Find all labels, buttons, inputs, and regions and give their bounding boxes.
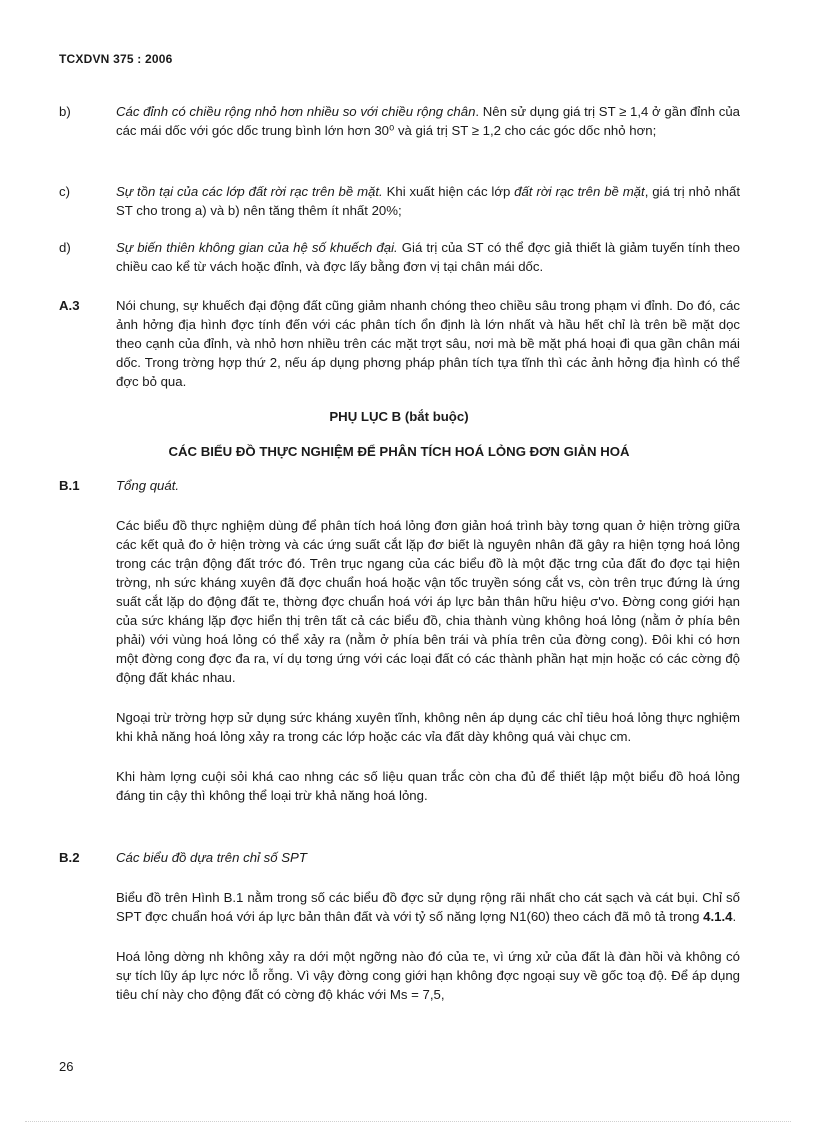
- item-d-heading: Sự biến thiên không gian của hệ số khuếch đại.: [116, 240, 398, 255]
- item-c-text: Khi xuất hiện các lớp: [382, 184, 515, 199]
- section-b2-paragraph-2: Hoá lỏng dờng nh không xảy ra dới một ngỡng nào đó của τe, vì ứng xử của đất là đàn hồi và không có sự tích lũy áp lực nớc lỗ rỗng. Vì vậy đờng cong giới hạn không đợc ngoại suy về gốc toạ độ. Để áp dụng tiêu chí này cho động đất có cờng độ khác với Ms = 7,5,: [116, 949, 740, 1002]
- item-b-label: b): [59, 104, 71, 119]
- section-a3-label: A.3: [59, 298, 80, 313]
- section-b1-paragraph-1: Các biểu đồ thực nghiệm dùng để phân tích hoá lỏng đơn giản hoá trình bày tơng quan ở hiện trờng giữa các kết quả đo ở hiện trờng và các ứng suất cắt lặp đơ biết là nguyên nhân đã gây ra hiện tợng hoá lỏng trong các trận động đất trớc đó. Trên trục ngang của các biểu đồ là một đặc trng của đất đo đợc tại hiện trờng, nh sức kháng xuyên đã đợc chuẩn hoá hoặc vận tốc truyền sóng cắt vs, còn trên trục đứng là ứng suất cắt lặp do động đất τe, thờng đợc chuẩn hoá với áp lực bản thân hữu hiệu σ'vo. Đờng cong giới hạn của sức kháng lặp đợc hiển thị trên tất cả các biểu đồ, chia thành vùng không hoá lỏng (nằm ở phía bên phải) với vùng hoá lỏng có thể xảy ra (nằm ở phía bên trái và phía trên của đờng cong). Đôi khi có hơn một đờng cong đợc đa ra, ví dụ tơng ứng với các loại đất có các thành phần hạt mịn hoặc có các cờng độ động đất khác nhau.: [116, 518, 740, 685]
- appendix-title: PHỤ LỤC B (bắt buộc): [329, 409, 469, 424]
- item-d-label: d): [59, 240, 71, 255]
- item-c-heading: Sự tồn tại của các lớp đất rời rạc trên bề mặt.: [116, 184, 383, 199]
- section-b2-heading: Các biểu đồ dựa trên chỉ số SPT: [116, 850, 307, 865]
- section-b1-paragraph-3: Khi hàm lợng cuội sỏi khá cao nhng các số liệu quan trắc còn cha đủ để thiết lập một biểu đồ hoá lỏng đáng tin cậy thì không thể loại trừ khả năng hoá lỏng.: [116, 769, 740, 803]
- item-c-text-2: , giá trị nhỏ nhất ST cho trong a) và b) nên tăng thêm ít nhất 20%;: [116, 184, 740, 218]
- item-c: [59, 182, 739, 220]
- section-b2: [59, 848, 739, 1004]
- item-b-text: . Nên sử dụng giá trị ST ≥ 1,4 ở gần đỉnh của các mái dốc với góc dốc trung bình lớn hơn 30⁰ và giá trị ST ≥ 1,2 cho các góc dốc nhỏ hơn;: [116, 104, 740, 138]
- section-b1-paragraph-2: Ngoại trừ trờng hợp sử dụng sức kháng xuyên tĩnh, không nên áp dụng các chỉ tiêu hoá lỏng thực nghiệm khi khả năng hoá lỏng xảy ra trong các lớp hoặc các vỉa đất dày không quá vài chục cm.: [116, 710, 740, 744]
- clause-reference: 4.1.4: [703, 909, 733, 924]
- appendix-subtitle: CÁC BIỂU ĐỒ THỰC NGHIỆM ĐỂ PHÂN TÍCH HOÁ LỎNG ĐƠN GIẢN HOÁ: [168, 444, 630, 459]
- page-number: 26: [59, 1059, 74, 1074]
- item-d-text: Giá trị của ST có thể đợc giả thiết là giảm tuyến tính theo chiều cao kể từ vách hoặc đỉnh, và đợc lấy bằng đơn vị tại chân mái dốc.: [116, 240, 740, 274]
- page-bottom-divider: [25, 1121, 791, 1122]
- section-b1-heading: Tổng quát.: [116, 478, 180, 493]
- item-b-heading: Các đỉnh có chiều rộng nhỏ hơn nhiều so với chiều rộng chân: [116, 104, 476, 119]
- section-a3-paragraph: Nói chung, sự khuếch đại động đất cũng giảm nhanh chóng theo chiều sâu trong phạm vi đỉnh. Do đó, các ảnh hởng địa hình đợc tính đến với các phân tích ổn định là lớn nhất và hầu hết chỉ là trên bề mặt dọc theo cạnh của đỉnh, và nhỏ hơn nhiều trên các mặt trợt sâu, nơi mà bề mặt phá hoại đi qua gần chân mái dốc. Trong trờng hợp thứ 2, nếu áp dụng phơng pháp phân tích tựa tĩnh thì các ảnh hởng địa hình có thể đợc bỏ qua.: [116, 298, 740, 389]
- document-code-header: TCXDVN 375 : 2006: [59, 52, 173, 64]
- section-b1: [59, 476, 739, 805]
- section-b2-label: B.2: [59, 850, 80, 865]
- item-c-italic-term: đất rời rạc trên bề mặt: [514, 184, 645, 199]
- section-b2-paragraph-1-end: .: [732, 909, 737, 924]
- item-d: [59, 238, 739, 276]
- item-b: [59, 102, 739, 140]
- section-a3: [59, 296, 739, 391]
- item-c-label: c): [59, 184, 70, 199]
- section-b2-paragraph-1: Biểu đồ trên Hình B.1 nằm trong số các biểu đồ đợc sử dụng rộng rãi nhất cho cát sạch và cát bụi. Chỉ số SPT đợc chuẩn hoá với áp lực bản thân đất và với tỷ số năng lợng N1(60) theo cách đã mô tả trong: [116, 890, 740, 924]
- section-b1-label: B.1: [59, 478, 80, 493]
